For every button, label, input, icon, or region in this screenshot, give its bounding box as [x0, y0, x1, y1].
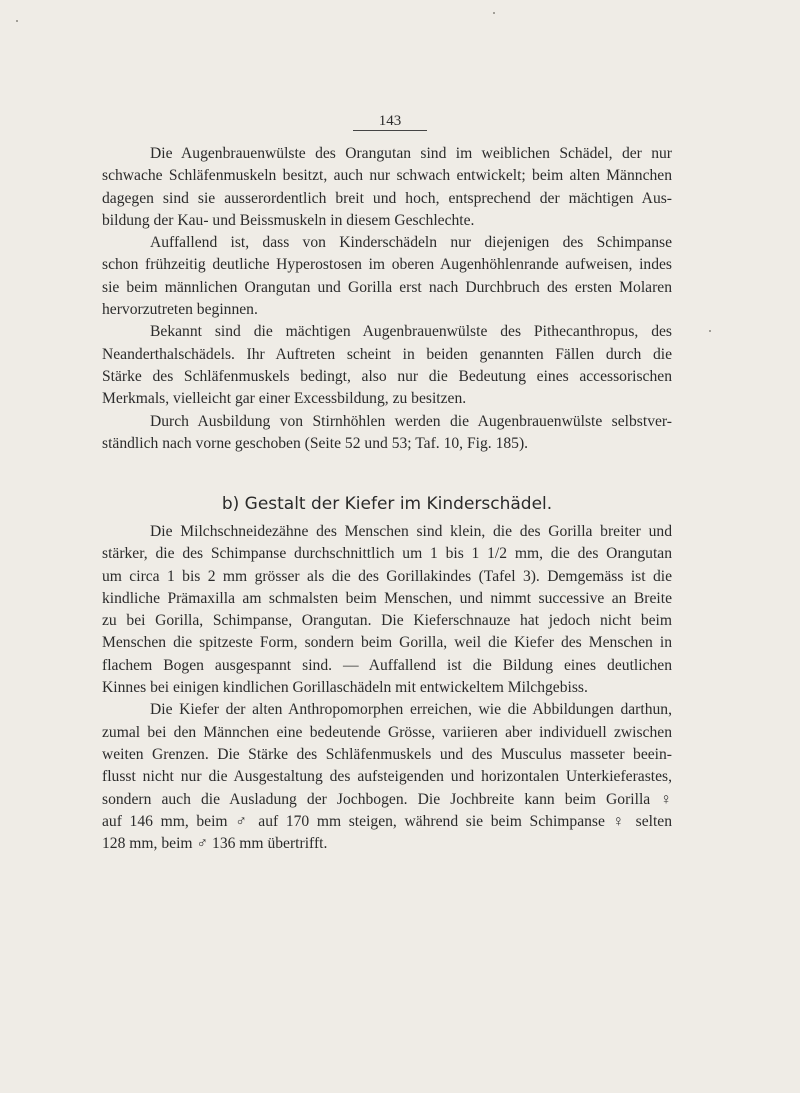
text-line: Die Kiefer der alten Anthropomorphen erreichen, wie die Abbildungen darthun,: [150, 701, 672, 719]
paper-speck: [709, 330, 711, 332]
paragraph-2: [102, 232, 672, 321]
text-line: stärker, die des Schimpanse durchschnittlich um 1 bis 1 1/2 mm, die des Orangutan: [102, 545, 672, 563]
text-line: Menschen die spitzeste Form, sondern beim Gorilla, weil die Kiefer des Menschen in: [102, 634, 672, 652]
text-line: bildung der Kau- und Beissmuskeln in diesem Geschlechte.: [102, 211, 475, 229]
text-line: weiten Grenzen. Die Stärke des Schläfenmuskels und des Musculus masseter beein-: [102, 745, 672, 763]
text-line: Auffallend ist, dass von Kinderschädeln nur diejenigen des Schimpanse: [150, 234, 672, 252]
text-line: hervorzutreten beginnen.: [102, 301, 258, 319]
text-section-bottom: [102, 521, 672, 855]
text-line: auf 146 mm, beim ♂ auf 170 mm steigen, während sie beim Schimpanse ♀ selten: [102, 812, 672, 830]
text-line: zumal bei den Männchen eine bedeutende Grösse, variieren aber individuell zwischen: [102, 723, 672, 741]
page-number-rule: [353, 130, 427, 131]
paper-speck: [16, 20, 18, 22]
text-line: Merkmals, vielleicht gar einer Excessbildung, zu besitzen.: [102, 390, 467, 408]
text-line: 128 mm, beim ♂ 136 mm übertrifft.: [102, 835, 328, 853]
paper-speck: [493, 12, 495, 14]
section-heading: b) Gestalt der Kiefer im Kinderschädel.: [221, 494, 553, 514]
paragraph-6: [102, 699, 672, 855]
text-line: ständlich nach vorne geschoben (Seite 52 und 53; Taf. 10, Fig. 185).: [102, 434, 529, 452]
text-line: Die Augenbrauenwülste des Orangutan sind im weiblichen Schädel, der nur: [150, 145, 672, 162]
text-line: um circa 1 bis 2 mm grösser als die des Gorillakindes (Tafel 3). Demgemäss ist die: [102, 567, 672, 585]
text-line: kindliche Prämaxilla am schmalsten beim Menschen, und nimmt successive an Breite: [102, 589, 672, 607]
text-line: zu bei Gorilla, Schimpanse, Orangutan. Die Kieferschnauze hat jedoch nicht beim: [102, 612, 672, 630]
paragraph-4: [102, 411, 672, 456]
text-line: Bekannt sind die mächtigen Augenbrauenwülste des Pithecanthropus, des: [150, 323, 672, 341]
text-section-top: [102, 143, 672, 455]
page-number: 143: [378, 113, 402, 129]
text-line: Die Milchschneidezähne des Menschen sind klein, die des Gorilla breiter und: [150, 523, 672, 540]
text-line: sondern auch die Ausladung der Jochbogen. Die Jochbreite kann beim Gorilla ♀: [102, 790, 672, 808]
text-line: schwache Schläfenmuskeln besitzt, auch nur schwach entwickelt; beim alten Männchen: [102, 167, 672, 185]
paragraph-1: [102, 143, 672, 232]
text-line: Durch Ausbildung von Stirnhöhlen werden die Augenbrauenwülste selbstver-: [150, 412, 672, 430]
paragraph-5: [102, 521, 672, 699]
text-line: flachem Bogen ausgespannt sind. — Auffallend ist die Bildung eines deutlichen: [102, 656, 672, 674]
text-line: dagegen sind sie ausserordentlich breit und hoch, entsprechend der mächtigen Aus-: [102, 189, 672, 207]
text-line: Neanderthalschädels. Ihr Auftreten scheint in beiden genannten Fällen durch die: [102, 345, 672, 363]
text-line: schon frühzeitig deutliche Hyperostosen im oberen Augenhöhlenrande aufweisen, indes: [102, 256, 672, 274]
text-line: Kinnes bei einigen kindlichen Gorillaschädeln mit entwickeltem Milchgebiss.: [102, 679, 588, 697]
text-line: sie beim männlichen Orangutan und Gorilla erst nach Durchbruch des ersten Molaren: [102, 278, 672, 296]
text-line: flusst nicht nur die Ausgestaltung des aufsteigenden und horizontalen Unterkieferastes,: [102, 768, 672, 786]
text-line: Stärke des Schläfenmuskels bedingt, also nur die Bedeutung eines accessorischen: [102, 367, 672, 385]
paragraph-3: [102, 321, 672, 410]
